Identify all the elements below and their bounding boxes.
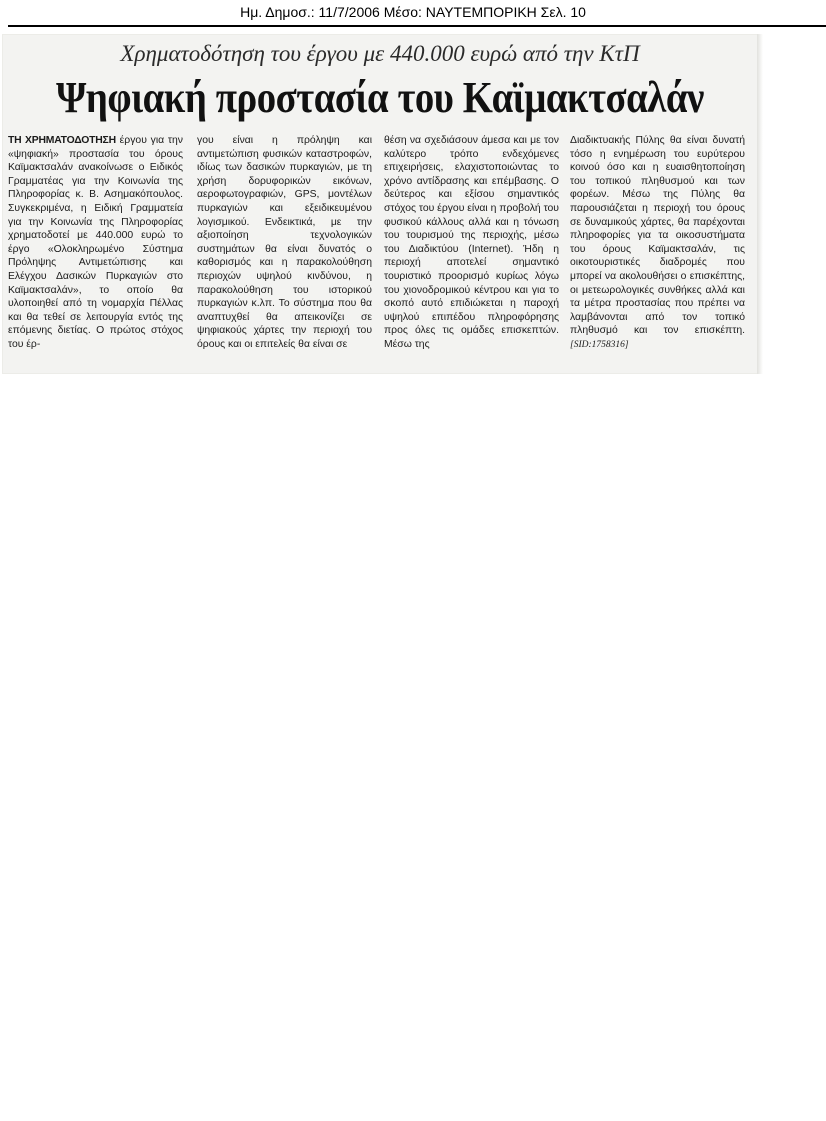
column-1-text: έργου για την «ψηφιακή» προστασία του όρους Καϊμακτσαλάν ανακοίνωσε ο Ειδικός Γραμματέας για την Κοινωνία της Πληροφορίας κ. Β. Ασημακόπουλος. Συγκεκριμένα, η Ειδική Γραμματεία για την Κοινωνία της Πληροφορίας χρηματοδοτεί με 440.000 ευρώ το έργο «Ολοκληρωμένο Σύστημα Πρόληψης Αντιμετώπισης και Ελέγχου Δασικών Πυρκαγιών στο Καϊμακτσαλάν», το οποίο θα υλοποιηθεί από τη νομαρχία Πέλλας και θα τεθεί σε λειτουργία εντός της επόμενης διετίας. Ο πρώτος στόχος του έρ- (8, 135, 183, 350)
column-4-text: Διαδικτυακής Πύλης θα είναι δυνατή τόσο η ενημέρωση του ευρύτερου κοινού όσο και η ευαισθητοποίηση του τοπικού πληθυσμού και των φορέων. Μέσω της Πύλης θα παρουσιάζεται η περιοχή του όρους σε δυναμικούς χάρτες, θα παρέχονται πληροφορίες για τα οικοσυστήματα του όρους Καϊμακτσαλάν, τις οικοτουριστικές διαδρομές που μπορεί να ακολουθήσει ο επισκέπτης, οι μετεωρολογικές συνθήκες αλλά και τα μέτρα προστασίας που πρέπει να λαμβάνονται από τον τοπικό πληθυσμό και τον επισκέπτη. (570, 135, 745, 337)
scan-edge (757, 34, 763, 374)
article-column-1 (8, 134, 183, 370)
article-headline: Ψηφιακή προστασία του Καϊμακτσαλάν (56, 73, 704, 122)
article-column-4 (570, 134, 745, 370)
clipping-header: Ημ. Δημοσ.: 11/7/2006 Μέσο: ΝΑΥΤΕΜΠΟΡΙΚΗ Σελ. 10 (240, 4, 586, 20)
article-kicker: Χρηματοδότηση του έργου με 440.000 ευρώ από την ΚτΠ (120, 41, 640, 66)
story-id: [SID:1758316] (570, 339, 629, 350)
lead-in: ΤΗ ΧΡΗΜΑΤΟΔΟΤΗΣΗ (8, 135, 116, 146)
article-column-3 (384, 134, 559, 370)
article-body (8, 134, 750, 370)
column-2-text: γου είναι η πρόληψη και αντιμετώπιση φυσικών καταστροφών, ιδίως των δασικών πυρκαγιών, με τη χρήση δορυφορικών εικόνων, αεροφωτογραφιών, GPS, μοντέλων πυρκαγιών και εξειδικευμένου λογισμικού. Ενδεικτικά, με την αξιοποίηση τεχνολογικών συστημάτων θα είναι δυνατός ο καθορισμός και η παρακολούθηση περιοχών υψηλού κινδύνου, η παρακολούθηση του ιστορικού πυρκαγιών κ.λπ. Το σύστημα που θα αναπτυχθεί θα απεικονίζει σε ψηφιακούς χάρτες την περιοχή του όρους και οι επιτελείς θα είναι σε (197, 135, 372, 350)
header-divider (8, 25, 826, 27)
article-column-2 (197, 134, 372, 370)
column-3-text: θέση να σχεδιάσουν άμεσα και με τον καλύτερο τρόπο ενδεχόμενες επιχειρήσεις, ελαχιστοποιώντας το χρόνο αντίδρασης και επέμβασης. Ο δεύτερος και εξίσου σημαντικός στόχος του έργου είναι η προβολή του φυσικού κάλλους αλλά και η τόνωση του τουρισμού της περιοχής, μέσω του Διαδικτύου (Internet). Ήδη η περιοχή αποτελεί σημαντικό τουριστικό προορισμό κυρίως λόγω του χιονοδρομικού κέντρου και για το σκοπό αυτό επιδιώκεται η παροχή υψηλού επιπέδου πληροφόρησης προς όλες τις ομάδες επισκεπτών. Μέσω της (384, 135, 559, 350)
